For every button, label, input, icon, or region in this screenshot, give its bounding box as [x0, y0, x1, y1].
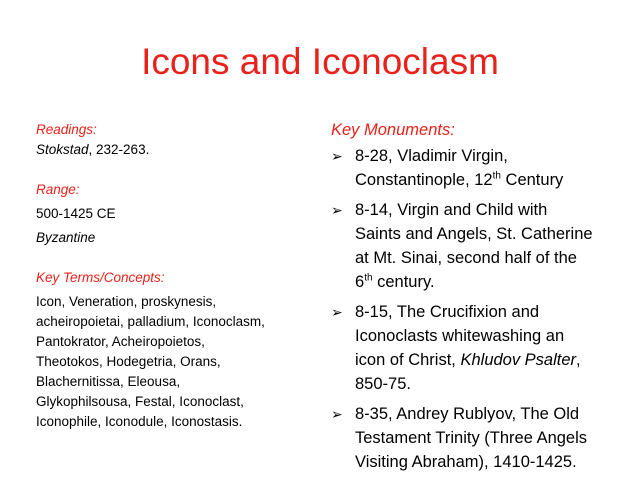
- slide-title: Icons and Iconoclasm: [141, 41, 499, 82]
- monument-line: 8-14, Virgin and Child with: [355, 201, 548, 219]
- readings-pages: , 232-263.: [88, 142, 150, 157]
- monument-line: ,: [576, 351, 581, 369]
- terms-line: Pantokrator, Acheiropoietos,: [36, 334, 205, 349]
- monuments-list: [331, 144, 631, 474]
- readings-label: Readings:: [36, 122, 97, 137]
- monument-line: Century: [500, 171, 564, 189]
- left-column: [36, 120, 326, 432]
- monument-item: [331, 402, 631, 474]
- range-years: 500-1425 CE: [36, 206, 116, 221]
- monument-line: Iconoclasts whitewashing an: [355, 327, 565, 345]
- monument-line: at Mt. Sinai, second half of the: [355, 249, 577, 267]
- terms-line: Theotokos, Hodegetria, Orans,: [36, 354, 221, 369]
- terms-line: acheiropoietai, palladium, Iconoclasm,: [36, 314, 265, 329]
- monument-line: 850-75.: [355, 375, 411, 393]
- monument-item: [331, 300, 631, 396]
- monument-line: icon of Christ,: [355, 351, 461, 369]
- terms-line: Icon, Veneration, proskynesis,: [36, 294, 217, 309]
- terms-label: Key Terms/Concepts:: [36, 270, 165, 285]
- monument-line: Visiting Abraham), 1410-1425.: [355, 453, 577, 471]
- monuments-label: Key Monuments:: [331, 121, 455, 139]
- monument-line: 8-15, The Crucifixion and: [355, 303, 540, 321]
- terms-line: Iconophile, Iconodule, Iconostasis.: [36, 414, 243, 429]
- range-label: Range:: [36, 182, 80, 197]
- right-column: [331, 118, 631, 480]
- monument-line: 8-35, Andrey Rublyov, The Old: [355, 405, 580, 423]
- superscript: th: [492, 170, 501, 182]
- arrow-bullet-icon: ➢: [331, 202, 343, 218]
- terms-list: [36, 292, 326, 432]
- range-culture: Byzantine: [36, 230, 96, 245]
- readings-author: Stokstad: [36, 142, 89, 157]
- superscript: th: [364, 272, 373, 284]
- monument-item: [331, 144, 631, 192]
- terms-line: Blachernitissa, Eleousa,: [36, 374, 181, 389]
- monument-line: 8-28, Vladimir Virgin,: [355, 147, 508, 165]
- readings-text: [36, 140, 326, 160]
- monument-line: 6: [355, 273, 365, 291]
- terms-line: Glykophilsousa, Festal, Iconoclast,: [36, 394, 244, 409]
- arrow-bullet-icon: ➢: [331, 304, 343, 320]
- arrow-bullet-icon: ➢: [331, 148, 343, 164]
- monument-line: century.: [372, 273, 435, 291]
- monument-italic: Khludov Psalter: [460, 351, 577, 369]
- monument-item: [331, 198, 631, 294]
- monument-line: Saints and Angels, St. Catherine: [355, 225, 593, 243]
- monument-line: Constantinople, 12: [355, 171, 493, 189]
- arrow-bullet-icon: ➢: [331, 406, 343, 422]
- monument-line: Testament Trinity (Three Angels: [355, 429, 588, 447]
